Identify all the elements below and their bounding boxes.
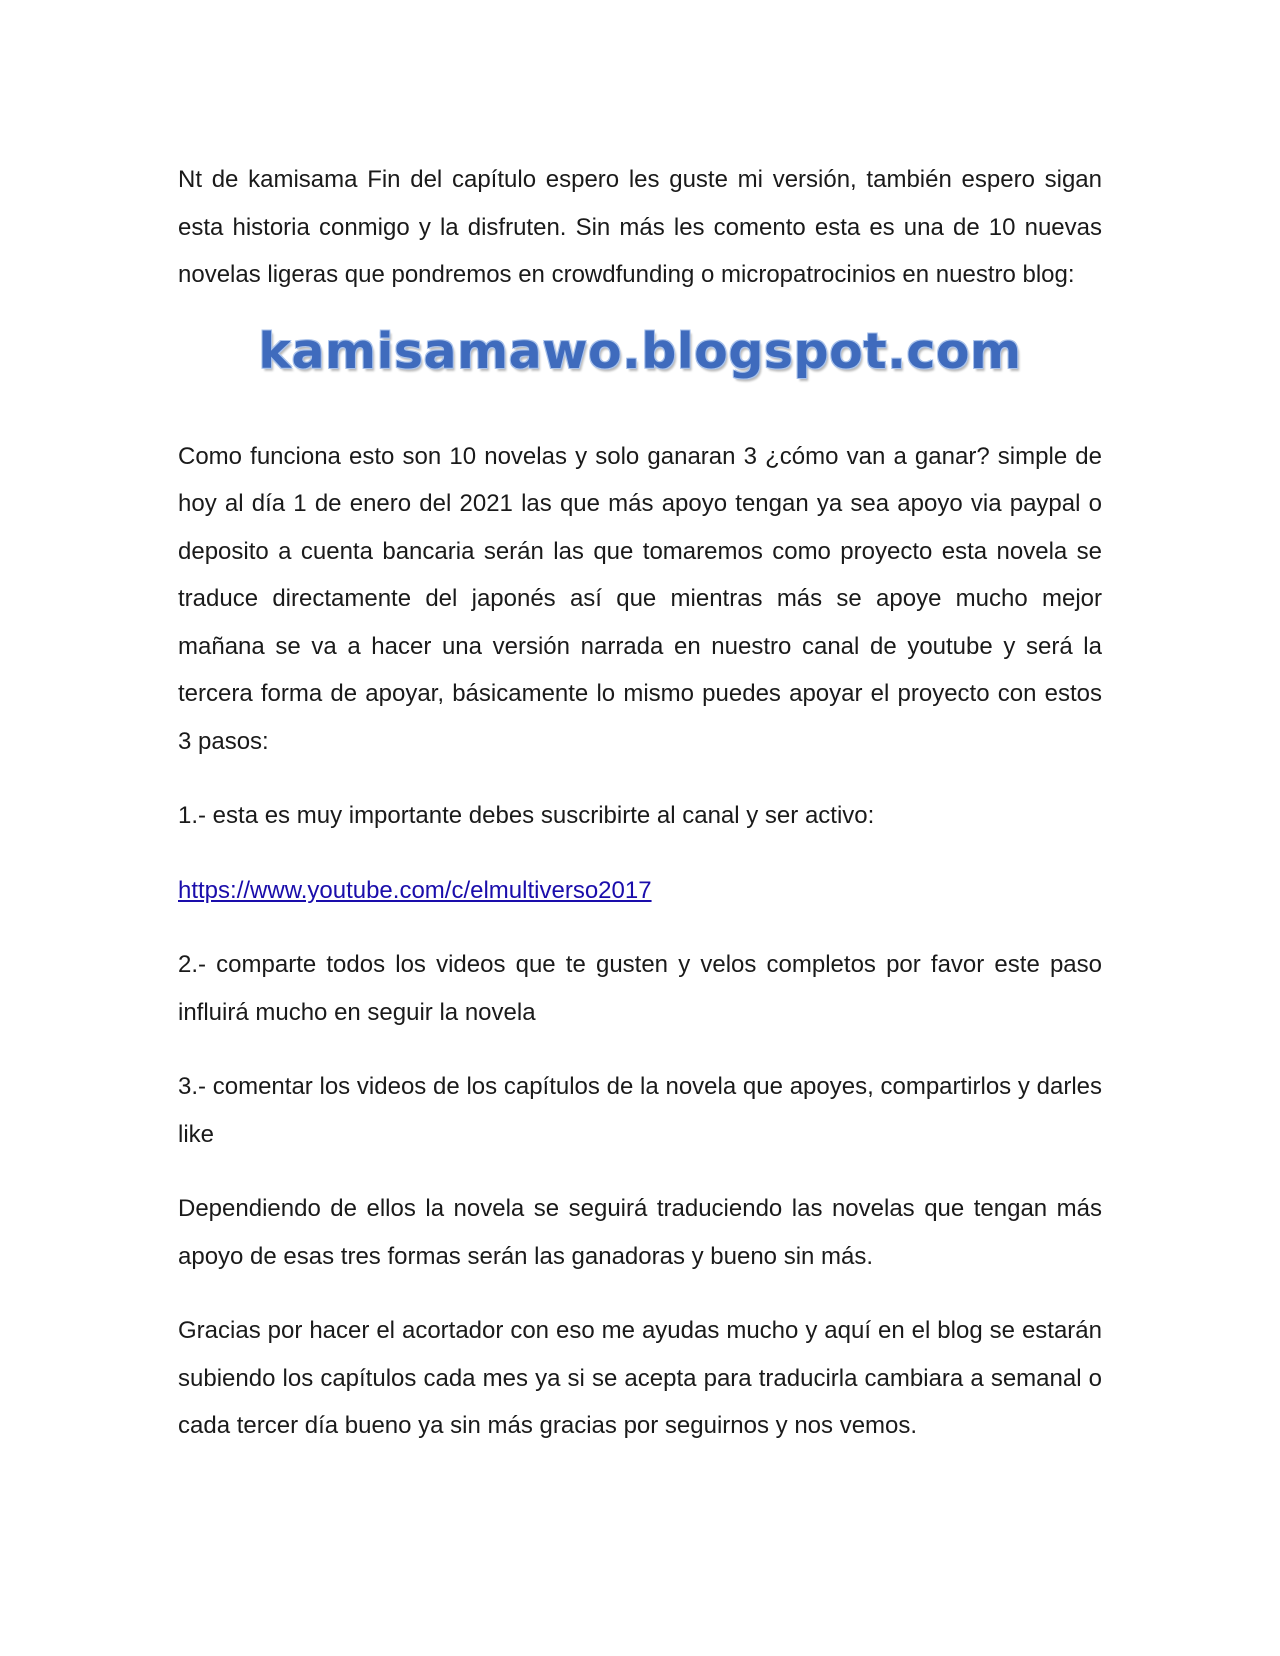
blog-banner [178,323,1102,393]
youtube-link-row [178,867,1102,915]
depending-paragraph: Dependiendo de ellos la novela se seguirá traduciendo las novelas que tengan más apoyo de esas tres formas serán las ganadoras y bueno sin más. [178,1195,1102,1270]
youtube-channel-link[interactable]: https://www.youtube.com/c/elmultiverso2017 [178,876,652,904]
document-page [178,156,1102,1450]
blog-banner-text: kamisamawo.blogspot.com [258,322,1022,380]
step-3-paragraph: 3.- comentar los videos de los capítulos de la novela que apoyes, compartirlos y darles like [178,1073,1102,1148]
thanks-paragraph: Gracias por hacer el acortador con eso me ayudas mucho y aquí en el blog se estarán subiendo los capítulos cada mes ya si se acepta para traducirla cambiara a semanal o cada tercer día bueno ya sin más gracias por seguirnos y nos vemos. [178,1317,1102,1439]
step-2-paragraph: 2.- comparte todos los videos que te gusten y velos completos por favor este paso influirá mucho en seguir la novela [178,951,1102,1026]
intro-paragraph: Nt de kamisama Fin del capítulo espero les guste mi versión, también espero sigan esta historia conmigo y la disfruten. Sin más les comento esta es una de 10 nuevas novelas ligeras que pondremos en crowdfunding o micropatrocinios en nuestro blog: [178,166,1102,288]
how-it-works-paragraph: Como funciona esto son 10 novelas y solo ganaran 3 ¿cómo van a ganar? simple de hoy al día 1 de enero del 2021 las que más apoyo tengan ya sea apoyo via paypal o deposito a cuenta bancaria serán las que tomaremos como proyecto esta novela se traduce directamente del japonés así que mientras más se apoye mucho mejor mañana se va a hacer una versión narrada en nuestro canal de youtube y será la tercera forma de apoyar, básicamente lo mismo puedes apoyar el proyecto con estos 3 pasos: [178,442,1102,755]
step-1-paragraph: 1.- esta es muy importante debes suscribirte al canal y ser activo: [178,802,875,829]
